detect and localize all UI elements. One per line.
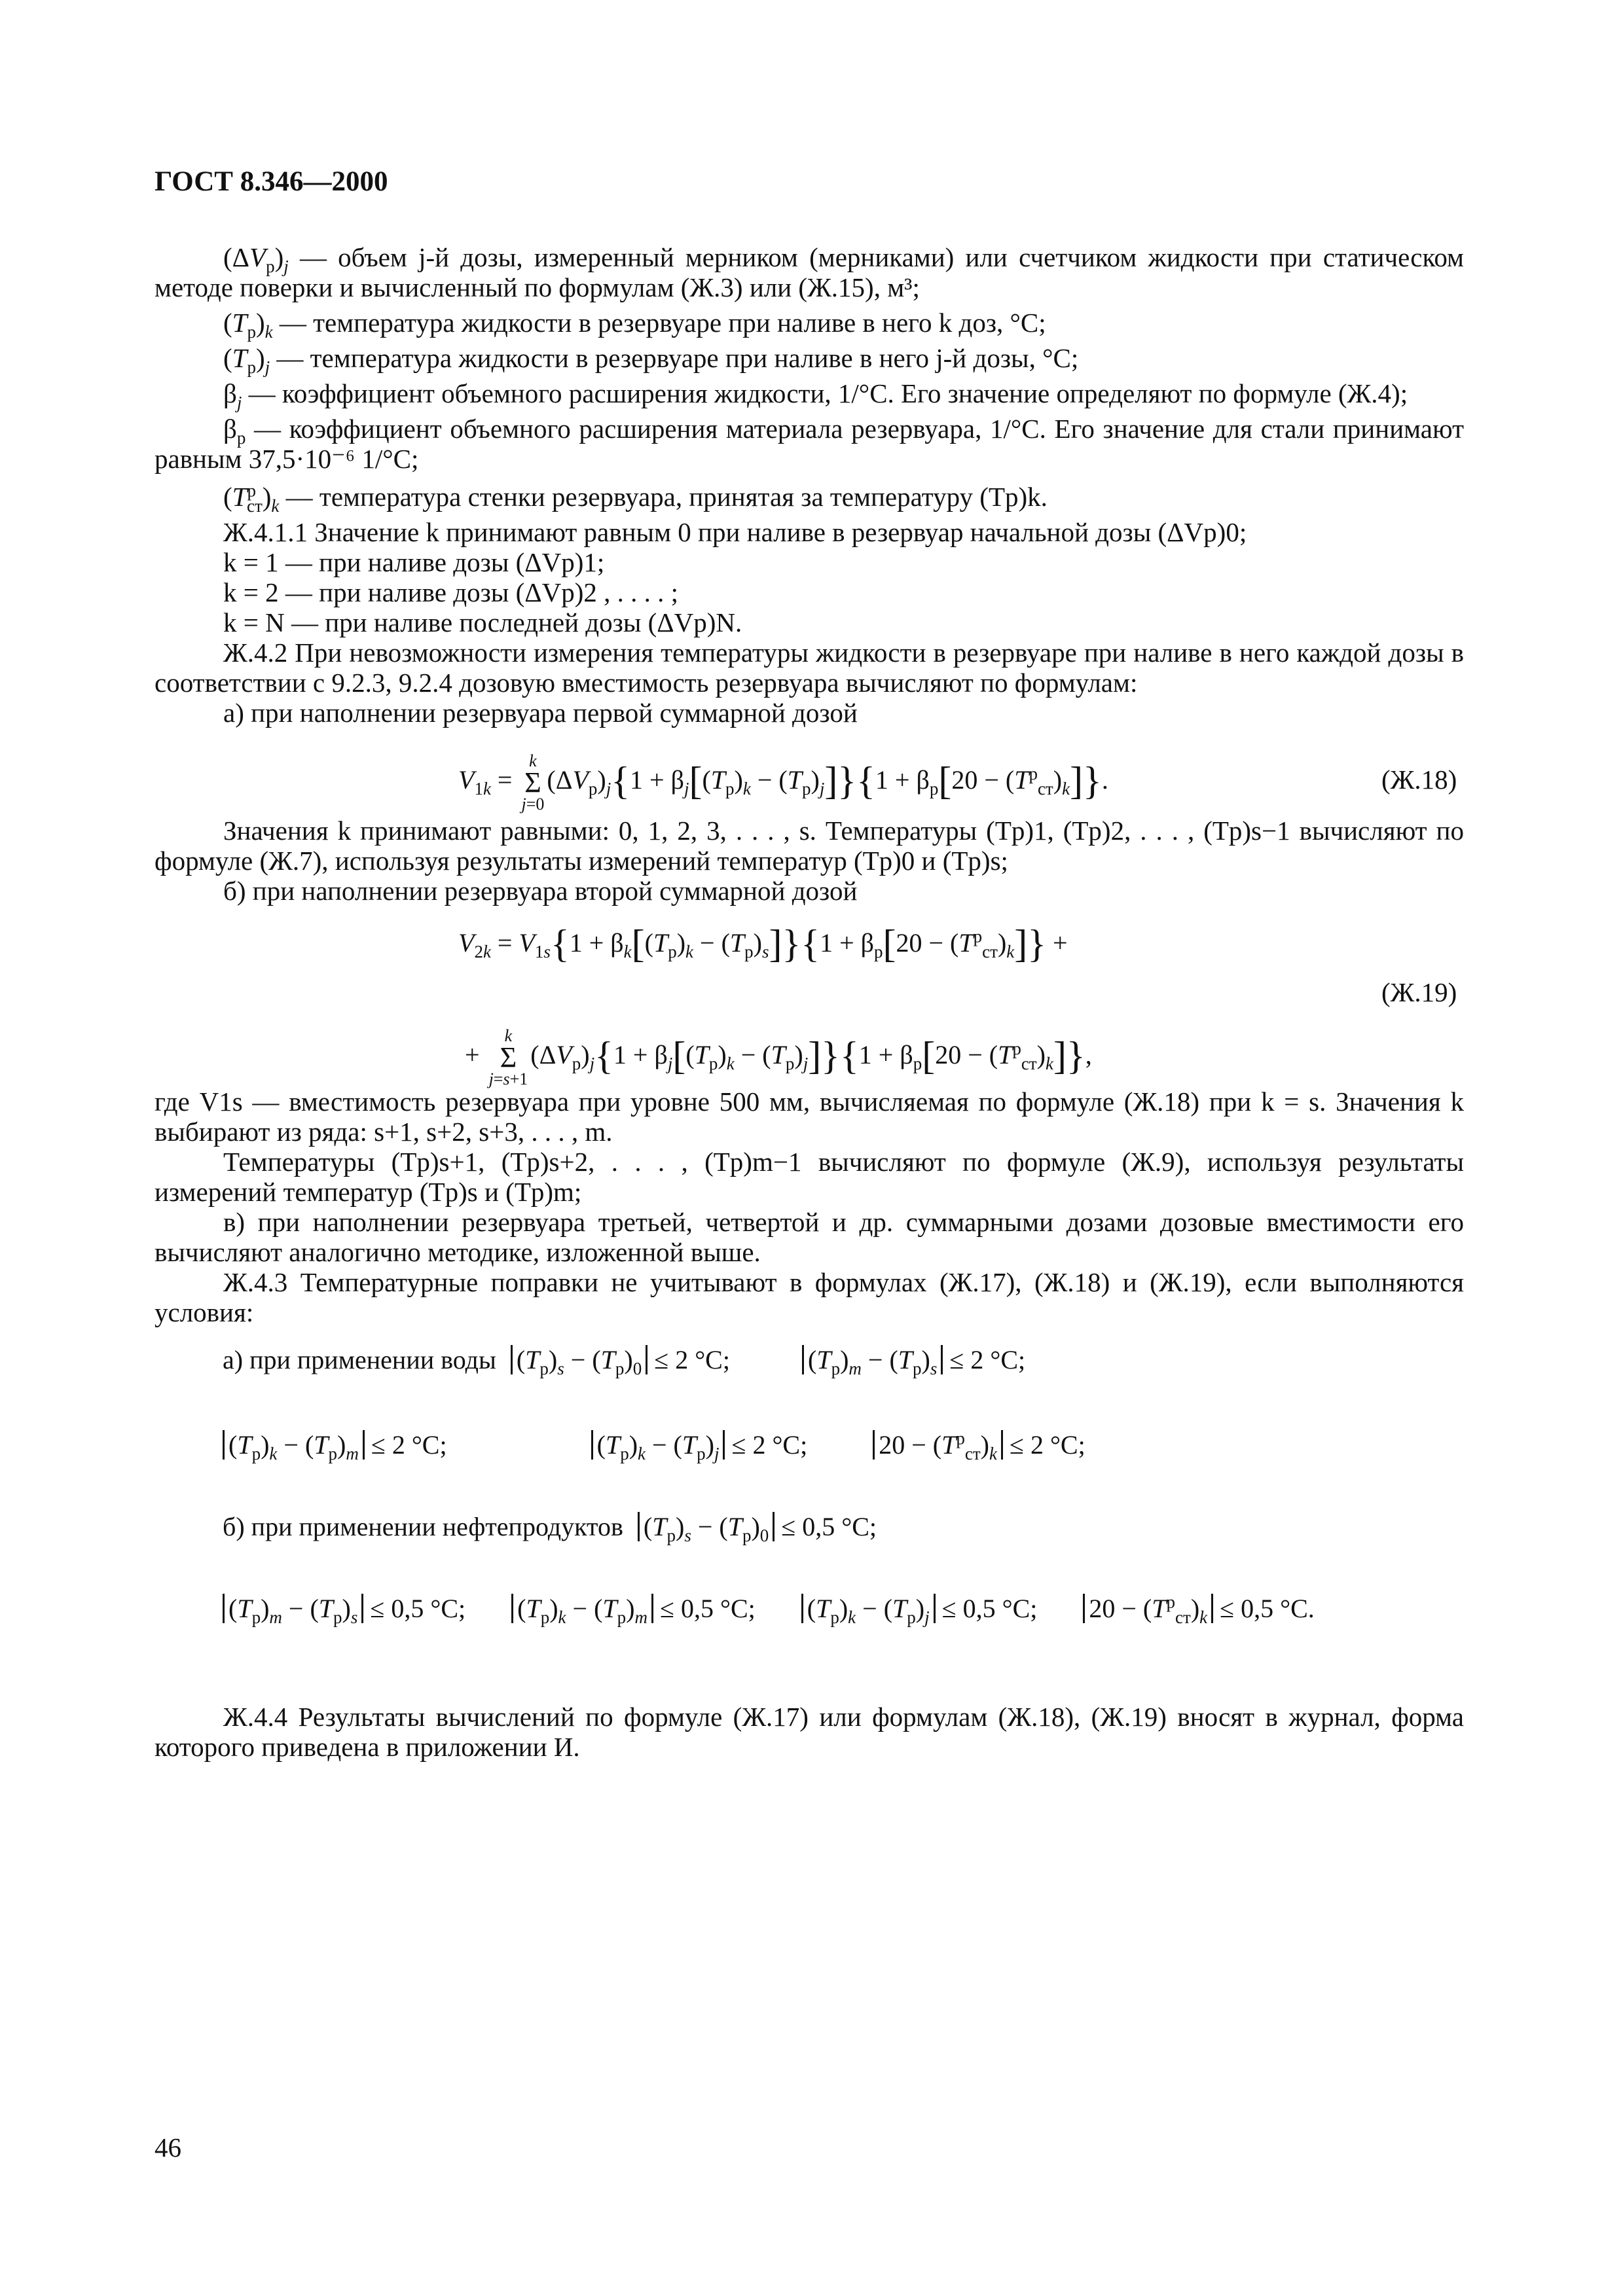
item-c-third-dose: в) при наполнении резервуара третьей, четвертой и др. суммарными дозами дозовые вместимости его вычисляют аналогично методике, изложенной выше.	[155, 1207, 1464, 1267]
para-values-k: Значения k принимают равными: 0, 1, 2, 3, . . . , s. Температуры (Tр)1, (Tр)2, . . . , (Tр)s−1 вычисляют по формуле (Ж.7), используя результаты измерений температур (Tр)0 и (Tр)s;	[155, 816, 1464, 876]
para-temps-s-m: Температуры (Tр)s+1, (Tр)s+2, . . . , (Tр)m−1 вычисляют по формуле (Ж.9), используя результаты измерений температур (Tр)s и (Tр)m;	[155, 1147, 1464, 1207]
def-tp-j: $(T_р)_j$ — температура жидкости в резервуаре при наливе в него j-й дозы, °С;	[223, 343, 1079, 378]
after-formula-19	[155, 1086, 1464, 1327]
def-delta-v-j: $(\Delta V_р)_j$ — объем j-й дозы, измеренный мерником (мерниками) или счетчиком жидкости при статическом методе поверки и вычисленный по формулам (Ж.3) или (Ж.15), м³;	[155, 242, 1464, 302]
cond-water-line2: $(T_р)_k - (T_р)_m \le 2$ °С; $(T_р)_k - (T_р)_j \le 2$ °С; $20 - (T^р_{ст})_k \le 2$ °С;	[223, 1430, 1085, 1460]
def-tp-k: $(T_р)_k$ — температура жидкости в резервуаре при наливе в него k доз, °С;	[223, 308, 1046, 342]
k-2-line: k = 2 — при наливе дозы (ΔVр)2 , . . . . ;	[223, 577, 678, 607]
para-4-3: Ж.4.3 Температурные поправки не учитывают в формулах (Ж.17), (Ж.18) и (Ж.19), если выполняются условия:	[155, 1267, 1464, 1327]
def-beta-j: $\beta_j$ — коэффициент объемного расширения жидкости, 1/°С. Его значение определяют по формуле (Ж.4);	[223, 378, 1408, 413]
cond-water-line1: а) при применении воды $(T_р)_s - (T_р)_0 \le 2$ °С; $(T_р)_m - (T_р)_s \le 2$ °С;	[223, 1345, 1026, 1378]
para-4-4: Ж.4.4 Результаты вычислений по формуле (Ж.17) или формулам (Ж.18), (Ж.19) вносят в журнал, форма которого приведена в приложении И.	[155, 1702, 1464, 1762]
para-where-v1s: где V1s — вместимость резервуара при уровне 500 мм, вычисляемая по формуле (Ж.18) при k = s. Значения k выбирают из ряда: s+1, s+2, s+3, . . . , m.	[155, 1086, 1465, 1147]
formula-zh-19-line1: $V_{2k} = V_{1s}\{1 + \beta_k[(T_р)_k - (T_р)_s]\}\{1 + \beta_р[20 - (T^р_{ст})_k]\}$ +	[458, 922, 1068, 965]
cond-oil-line1: б) при применении нефтепродуктов $(T_р)_s - (T_р)_0 \le 0,5$ °С;	[223, 1512, 877, 1545]
k-1-line: k = 1 — при наливе дозы (ΔVр)1;	[223, 547, 605, 577]
item-b-second-dose: б) при наполнении резервуара второй суммарной дозой	[223, 876, 858, 906]
after-formula-18	[155, 816, 1464, 906]
cond-oil-line2: $(T_р)_m - (T_р)_s \le 0,5$ °С; $(T_р)_k - (T_р)_m \le 0,5$ °С; $(T_р)_k - (T_р)_j \le 0,5$ °С; $20 - (T^р_{ст})_k \le 0,5$ °С.	[223, 1594, 1315, 1624]
para-4-2: Ж.4.2 При невозможности измерения температуры жидкости в резервуаре при наливе в него каждой дозы в соответствии с 9.2.3, 9.2.4 дозовую вместимость резервуара вычисляют по формулам:	[155, 637, 1464, 698]
definitions	[155, 242, 1464, 728]
page-number: 46	[155, 2132, 181, 2162]
para-4-1-1: Ж.4.1.1 Значение k принимают равным 0 при наливе в резервуар начальной дозы (ΔVр)0;	[223, 517, 1247, 547]
document-header: ГОСТ 8.346—2000	[155, 166, 388, 197]
formula-zh-18: $V_{1k} = k$ Σ $j=0(\Delta V_р)_j\{1 + \beta_j[(T_р)_k - (T_р)_j]\}\{1 + \beta_р[20 - (T^р_{ст})_k]\}$.	[458, 751, 1108, 814]
def-tst-k: $(T^р_{ст})_k$ — температура стенки резервуара, принятая за температуру (Tр)k.	[223, 480, 1048, 516]
section-4-4	[155, 1702, 1464, 1762]
formula-zh-19-line2: + k Σ $j=s+1(\Delta V_р)_j\{1 + \beta_j[(T_р)_k - (T_р)_j]\}\{1 + \beta_р[20 - (T^р_{ст})_k]\}$,	[465, 1026, 1092, 1088]
eq-number-19: (Ж.19)	[1381, 977, 1457, 1007]
def-beta-p: $\beta_р$ — коэффициент объемного расширения материала резервуара, 1/°С. Его значение для стали принимают равным 37,5·10⁻⁶ 1/°С;	[155, 414, 1465, 474]
k-n-line: k = N — при наливе последней дозы (ΔVр)N.	[223, 607, 742, 637]
item-a-first-dose: а) при наполнении резервуара первой суммарной дозой	[223, 698, 858, 728]
eq-number-18: (Ж.18)	[1381, 764, 1457, 795]
